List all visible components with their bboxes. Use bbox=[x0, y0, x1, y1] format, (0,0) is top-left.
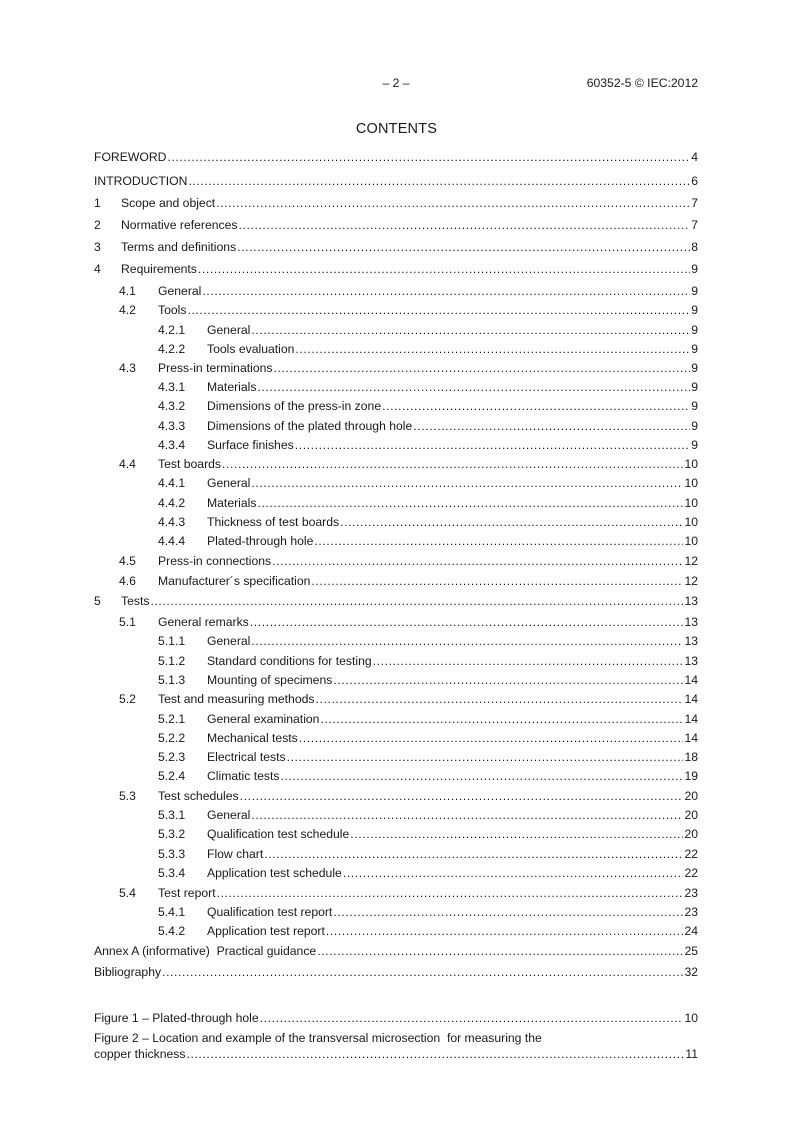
toc-page: 13 bbox=[684, 594, 698, 608]
toc-number: 5.2.2 bbox=[158, 731, 186, 745]
toc-label: General bbox=[207, 808, 251, 822]
toc-label: FOREWORD bbox=[94, 150, 167, 164]
toc-page: 14 bbox=[684, 712, 698, 726]
toc-label: Materials bbox=[207, 496, 257, 510]
toc-number: 4.4.3 bbox=[158, 515, 186, 529]
toc-number: 5.2.3 bbox=[158, 750, 186, 764]
toc-label: INTRODUCTION bbox=[94, 174, 188, 188]
leader-dots bbox=[333, 672, 683, 688]
toc-entry[interactable] bbox=[94, 553, 698, 569]
toc-page: 10 bbox=[684, 457, 698, 471]
figure-label: Figure 1 – Plated-through hole bbox=[94, 1011, 259, 1025]
leader-dots bbox=[150, 593, 683, 609]
leader-dots bbox=[413, 418, 690, 434]
toc-number: 4.4.1 bbox=[158, 476, 186, 490]
toc-page: 6 bbox=[691, 174, 698, 188]
leader-dots bbox=[188, 173, 690, 189]
toc-number: 2 bbox=[94, 218, 101, 232]
toc-label: Tests bbox=[121, 594, 150, 608]
toc-entry[interactable] bbox=[94, 711, 698, 727]
toc-entry[interactable] bbox=[94, 614, 698, 630]
toc-entry[interactable] bbox=[94, 533, 698, 549]
toc-number: 4.4.2 bbox=[158, 496, 186, 510]
toc-page: 14 bbox=[684, 731, 698, 745]
figure-entry[interactable] bbox=[94, 1046, 698, 1062]
leader-dots bbox=[186, 1046, 684, 1062]
leader-dots bbox=[222, 456, 683, 472]
figure-label: Figure 2 – Location and example of the transversal microsection for measuring the bbox=[94, 1031, 542, 1045]
leader-dots bbox=[333, 904, 683, 920]
toc-label: Normative references bbox=[121, 218, 238, 232]
leader-dots bbox=[187, 302, 690, 318]
standard-reference: 60352-5 © IEC:2012 bbox=[586, 76, 698, 90]
toc-label: Manufacturer´s specification bbox=[158, 574, 311, 588]
toc-label: Standard conditions for testing bbox=[207, 654, 372, 668]
leader-dots bbox=[264, 846, 683, 862]
toc-page: 10 bbox=[684, 476, 698, 490]
leader-dots bbox=[311, 573, 683, 589]
toc-entry[interactable] bbox=[94, 885, 698, 901]
toc-entry[interactable] bbox=[94, 217, 698, 233]
toc-label: Mounting of specimens bbox=[207, 673, 333, 687]
leader-dots bbox=[251, 633, 683, 649]
toc-label: Qualification test report bbox=[207, 905, 333, 919]
leader-dots bbox=[295, 341, 690, 357]
toc-page: 9 bbox=[691, 342, 698, 356]
toc-number: 5.2 bbox=[119, 692, 136, 706]
leader-dots bbox=[167, 149, 690, 165]
toc-label: General bbox=[158, 284, 202, 298]
toc-entry[interactable] bbox=[94, 514, 698, 530]
toc-label: Materials bbox=[207, 380, 257, 394]
toc-entry[interactable] bbox=[94, 904, 698, 920]
toc-label: Test report bbox=[158, 886, 216, 900]
toc-entry[interactable] bbox=[94, 173, 698, 189]
toc-page: 9 bbox=[691, 284, 698, 298]
leader-dots bbox=[314, 533, 683, 549]
page-title: CONTENTS bbox=[355, 121, 438, 137]
toc-entry[interactable] bbox=[94, 322, 698, 338]
leader-dots bbox=[251, 807, 683, 823]
toc-label: Climatic tests bbox=[207, 769, 280, 783]
toc-entry[interactable] bbox=[94, 923, 698, 939]
toc-label: General examination bbox=[207, 712, 320, 726]
toc-entry[interactable] bbox=[94, 749, 698, 765]
toc-entry[interactable] bbox=[94, 239, 698, 255]
page-header bbox=[94, 76, 698, 92]
leader-dots bbox=[272, 553, 683, 569]
toc-label: Surface finishes bbox=[207, 438, 294, 452]
toc-number: 5.4.1 bbox=[158, 905, 186, 919]
toc-entry[interactable] bbox=[94, 768, 698, 784]
toc-page: 12 bbox=[684, 554, 698, 568]
toc-label: Dimensions of the press-in zone bbox=[207, 399, 382, 413]
toc-number: 5.4 bbox=[119, 886, 136, 900]
toc-number: 4.3.1 bbox=[158, 380, 186, 394]
toc-page: 13 bbox=[684, 634, 698, 648]
toc-label: Application test report bbox=[207, 924, 325, 938]
toc-entry[interactable] bbox=[94, 788, 698, 804]
toc-entry[interactable] bbox=[94, 672, 698, 688]
toc-number: 4.3.3 bbox=[158, 419, 186, 433]
leader-dots bbox=[343, 865, 684, 881]
toc-label: Thickness of test boards bbox=[207, 515, 340, 529]
leader-dots bbox=[373, 653, 684, 669]
toc-number: 4.2 bbox=[119, 303, 136, 317]
toc-page: 9 bbox=[691, 262, 698, 276]
toc-page: 9 bbox=[691, 361, 698, 375]
figure-entry-line1[interactable] bbox=[94, 1030, 698, 1046]
toc-number: 4.3.2 bbox=[158, 399, 186, 413]
toc-number: 4.2.1 bbox=[158, 323, 186, 337]
toc-number: 4.2.2 bbox=[158, 342, 186, 356]
toc-number: 4.3.4 bbox=[158, 438, 186, 452]
toc-number: 5.1.3 bbox=[158, 673, 186, 687]
toc-label: Press-in terminations bbox=[158, 361, 273, 375]
leader-dots bbox=[240, 788, 684, 804]
toc-number: 5.3.3 bbox=[158, 847, 186, 861]
leader-dots bbox=[273, 360, 690, 376]
toc-label: Bibliography bbox=[94, 965, 162, 979]
leader-dots bbox=[251, 322, 690, 338]
toc-label: Tools bbox=[158, 303, 187, 317]
toc-entry[interactable] bbox=[94, 573, 698, 589]
toc-entry[interactable] bbox=[94, 653, 698, 669]
leader-dots bbox=[350, 826, 683, 842]
figure-label-continued: copper thickness bbox=[94, 1047, 186, 1061]
toc-label: Flow chart bbox=[207, 847, 264, 861]
leader-dots bbox=[280, 768, 683, 784]
leader-dots bbox=[382, 398, 690, 414]
toc-entry[interactable] bbox=[94, 360, 698, 376]
toc-number: 4.4.4 bbox=[158, 534, 186, 548]
toc-number: 5.3 bbox=[119, 789, 136, 803]
toc-entry[interactable] bbox=[94, 826, 698, 842]
toc-number: 4.5 bbox=[119, 554, 136, 568]
toc-label: Dimensions of the plated through hole bbox=[207, 419, 413, 433]
toc-number: 5.3.1 bbox=[158, 808, 186, 822]
leader-dots bbox=[257, 379, 690, 395]
toc-label: Test schedules bbox=[158, 789, 239, 803]
toc-page: 10 bbox=[684, 496, 698, 510]
toc-page: 23 bbox=[684, 905, 698, 919]
toc-entry[interactable] bbox=[94, 865, 698, 881]
toc-page: 7 bbox=[691, 196, 698, 210]
toc-number: 4.4 bbox=[119, 457, 136, 471]
toc-label: Test and measuring methods bbox=[158, 692, 315, 706]
toc-page: 9 bbox=[691, 323, 698, 337]
page-number: – 2 – bbox=[382, 76, 410, 90]
toc-number: 5.4.2 bbox=[158, 924, 186, 938]
toc-page: 24 bbox=[684, 924, 698, 938]
toc-number: 4.3 bbox=[119, 361, 136, 375]
toc-page: 9 bbox=[691, 399, 698, 413]
leader-dots bbox=[198, 261, 690, 277]
toc-page: 25 bbox=[684, 944, 698, 958]
leader-dots bbox=[257, 495, 683, 511]
leader-dots bbox=[320, 711, 683, 727]
leader-dots bbox=[216, 195, 690, 211]
leader-dots bbox=[340, 514, 683, 530]
toc-label: General bbox=[207, 634, 251, 648]
toc-entry[interactable] bbox=[94, 475, 698, 491]
toc-entry[interactable] bbox=[94, 302, 698, 318]
toc-entry[interactable] bbox=[94, 633, 698, 649]
toc-page: 4 bbox=[691, 150, 698, 164]
leader-dots bbox=[317, 943, 683, 959]
toc-number: 4.1 bbox=[119, 284, 136, 298]
toc-page: 32 bbox=[684, 965, 698, 979]
toc-page: 20 bbox=[684, 827, 698, 841]
toc-entry[interactable] bbox=[94, 807, 698, 823]
toc-entry[interactable] bbox=[94, 846, 698, 862]
toc-page: 20 bbox=[684, 789, 698, 803]
toc-label: Tools evaluation bbox=[207, 342, 295, 356]
toc-page: 14 bbox=[684, 673, 698, 687]
leader-dots bbox=[239, 217, 691, 233]
toc-page: 18 bbox=[684, 750, 698, 764]
toc-page: 23 bbox=[684, 886, 698, 900]
leader-dots bbox=[237, 239, 690, 255]
toc-label: Scope and object bbox=[121, 196, 216, 210]
toc-number: 4 bbox=[94, 262, 101, 276]
toc-page: 10 bbox=[684, 515, 698, 529]
toc-page: 14 bbox=[684, 692, 698, 706]
toc-entry[interactable] bbox=[94, 691, 698, 707]
toc-label: Mechanical tests bbox=[207, 731, 298, 745]
leader-dots bbox=[202, 283, 690, 299]
toc-page: 10 bbox=[684, 534, 698, 548]
toc-number: 5.3.4 bbox=[158, 866, 186, 880]
toc-entry[interactable] bbox=[94, 379, 698, 395]
toc-entry[interactable] bbox=[94, 195, 698, 211]
toc-label: Plated-through hole bbox=[207, 534, 314, 548]
leader-dots bbox=[162, 964, 683, 980]
figure-page: 11 bbox=[685, 1047, 698, 1061]
toc-entry[interactable] bbox=[94, 437, 698, 453]
toc-page: 13 bbox=[684, 615, 698, 629]
leader-dots bbox=[251, 475, 683, 491]
toc-label: Application test schedule bbox=[207, 866, 342, 880]
leader-dots bbox=[316, 691, 684, 707]
toc-entry[interactable] bbox=[94, 495, 698, 511]
toc-number: 4.6 bbox=[119, 574, 136, 588]
toc-page: 9 bbox=[691, 380, 698, 394]
figure-entry[interactable] bbox=[94, 1010, 698, 1026]
toc-number: 5.1.2 bbox=[158, 654, 186, 668]
toc-entry[interactable] bbox=[94, 943, 698, 959]
toc-label: Requirements bbox=[121, 262, 197, 276]
toc-number: 5.3.2 bbox=[158, 827, 186, 841]
toc-entry[interactable] bbox=[94, 418, 698, 434]
toc-number: 5.1 bbox=[119, 615, 136, 629]
figure-page: 10 bbox=[684, 1011, 698, 1025]
toc-number: 5.1.1 bbox=[158, 634, 186, 648]
toc-page: 9 bbox=[691, 438, 698, 452]
toc-entry[interactable] bbox=[94, 456, 698, 472]
leader-dots bbox=[287, 749, 684, 765]
toc-entry[interactable] bbox=[94, 593, 698, 609]
toc-page: 9 bbox=[691, 419, 698, 433]
toc-number: 3 bbox=[94, 240, 101, 254]
toc-label: General bbox=[207, 323, 251, 337]
toc-label: Terms and definitions bbox=[121, 240, 237, 254]
toc-label: Electrical tests bbox=[207, 750, 286, 764]
toc-label: General bbox=[207, 476, 251, 490]
toc-page: 8 bbox=[691, 240, 698, 254]
toc-label: Press-in connections bbox=[158, 554, 272, 568]
toc-page: 19 bbox=[684, 769, 698, 783]
toc-entry[interactable] bbox=[94, 283, 698, 299]
leader-dots bbox=[260, 1010, 684, 1026]
toc-page: 20 bbox=[684, 808, 698, 822]
toc-number: 5 bbox=[94, 594, 101, 608]
toc-number: 1 bbox=[94, 196, 101, 210]
toc-page: 22 bbox=[684, 847, 698, 861]
toc-label: Qualification test schedule bbox=[207, 827, 350, 841]
toc-number: 5.2.4 bbox=[158, 769, 186, 783]
toc-label: Test boards bbox=[158, 457, 222, 471]
leader-dots bbox=[250, 614, 684, 630]
toc-number: 5.2.1 bbox=[158, 712, 186, 726]
toc-entry[interactable] bbox=[94, 730, 698, 746]
toc-page: 13 bbox=[684, 654, 698, 668]
toc-page: 12 bbox=[684, 574, 698, 588]
toc-page: 9 bbox=[691, 303, 698, 317]
toc-entry[interactable] bbox=[94, 341, 698, 357]
toc-label: Annex A (informative) Practical guidance bbox=[94, 944, 317, 958]
leader-dots bbox=[295, 437, 691, 453]
toc-entry[interactable] bbox=[94, 398, 698, 414]
leader-dots bbox=[217, 885, 684, 901]
toc-entry[interactable] bbox=[94, 261, 698, 277]
leader-dots bbox=[299, 730, 684, 746]
toc-page: 22 bbox=[684, 866, 698, 880]
toc-entry[interactable] bbox=[94, 149, 698, 165]
toc-label: General remarks bbox=[158, 615, 249, 629]
toc-entry[interactable] bbox=[94, 964, 698, 980]
toc-page: 7 bbox=[691, 218, 698, 232]
leader-dots bbox=[326, 923, 684, 939]
